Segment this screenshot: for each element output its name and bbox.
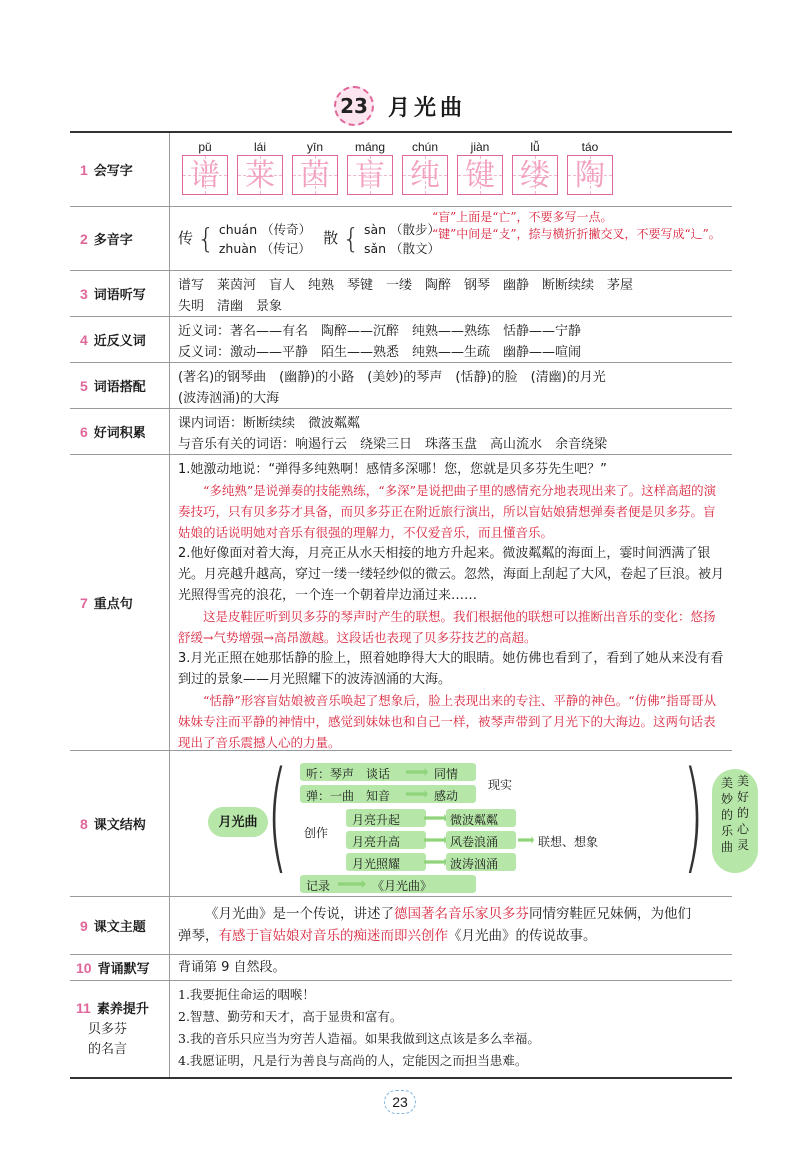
- char-item: chún 纯: [402, 139, 448, 195]
- char-item: pǔ 谱: [182, 139, 228, 195]
- char-item: táo 陶: [567, 139, 613, 195]
- char-list: [178, 139, 724, 195]
- row-key-sentences: 7 重点句 1.她激动地说：“弹得多纯熟啊！感情多深哪！您，您就是贝多芬先生吧？” “多纯熟”是说弹奏的技能熟练，“多深”是说把曲子里的感情充分地表现出来了。这样高超的演奏技巧，只有贝多芬才具备，而贝多芬正在附近旅行演出，所以盲姑娘猜想弹奏者便是贝多芬。盲姑娘的话说明她对音乐有很强的理解力，不仅爱音乐，而且懂音乐。 2.他好像面对着大海，月亮正从水天相接的地方升起来。微波粼粼的海面上，霎时间洒满了银光。月亮越升越高，穿过一缕一缕轻纱似的微云。忽然，海面上刮起了大风，卷起了巨浪。被月光照得雪亮的浪花，一个连一个朝着岸边涌过来…… 这是皮鞋匠听到贝多芬的琴声时产生的联想。我们根据他的联想可以推断出音乐的变化：悠扬舒缓→气势增强→高昂激越。这段话也表现了贝多芬技艺的高超。 3.月光正照在她那恬静的脸上，照着她睁得大大的眼睛。她仿佛也看到了，看到了她从来没有看到过的景象——月光照耀下的波涛汹涌的大海。 “恬静”形容盲姑娘被音乐唤起了想象后，脸上表现出来的专注、平静的神色。“仿佛”指哥哥从妹妹专注而平静的神情中，感觉到妹妹也和自己一样，被琴声带到了月光下的大海边。这两句话表现出了音乐震撼人心的力量。: [70, 455, 732, 751]
- row-quotes: 11 素养提升 贝多芬 的名言 1.我要扼住命运的咽喉！ 2.智慧、勤劳和天才，高于显贵和富有。 3.我的音乐只应当为穷苦人造福。如果我做到这点该是多么幸福。 4.我愿证明，凡是行为善良与高尚的人，定能因之而担当患难。: [70, 981, 732, 1077]
- writing-tip: “盲”上面是“亡”，不要多写一点。 “键”中间是“攴”，捺与横折折撇交叉，不要写成“辶”。: [432, 210, 721, 241]
- row-structure: 8 课文结构 月光曲 ( 听：琴声 谈话 同情 弹：一曲 知音 感动 现实 创作 月亮升起 微波粼粼 月亮升高 风卷浪涌 月光照耀 波涛汹涌 联想、想象 记录 《月光曲》 ) 美妙的乐曲 美好的心灵: [70, 751, 732, 897]
- char-item: lái 莱: [237, 139, 283, 195]
- char-item: lǚ 缕: [512, 139, 558, 195]
- quote-2: 2.智慧、勤劳和天才，高于显贵和富有。: [178, 1009, 403, 1024]
- row-write-chars: 1 会写字 pǔ 谱 lái 莱 yīn 茵 máng 盲 chún 纯 jiàn 键 lǚ 缕 táo 陶: [70, 133, 732, 207]
- polyphone-chuan: 传 { chuán （传奇） zhuàn （传记）: [178, 221, 312, 256]
- char-item: jiàn 键: [457, 139, 503, 195]
- quote-1: 1.我要扼住命运的咽喉！: [178, 987, 315, 1002]
- row-dictation: 3 词语听写 谱写 莱茵河 盲人 纯熟 琴键 一缕 陶醉 钢琴 幽静 断断续续 茅屋 失明 清幽 景象: [70, 271, 732, 317]
- sentence-3: 3.月光正照在她那恬静的脸上，照着她睁得大大的眼睛。她仿佛也看到了，看到了她从来没有看到过的景象——月光照耀下的波涛汹涌的大海。: [178, 651, 724, 687]
- char-item: máng 盲: [347, 139, 393, 195]
- row-synonyms: 4 近反义词 近义词：著名——有名 陶醉——沉醉 纯熟——熟练 恬静——宁静 反义词：激动——平静 陌生——熟悉 纯熟——生疏 幽静——喧闹: [70, 317, 732, 363]
- study-table: [70, 131, 749, 1079]
- lesson-number: 23: [334, 86, 374, 126]
- char-item: yīn 茵: [292, 139, 338, 195]
- lesson-header: [0, 86, 800, 126]
- row-recite: 10 背诵默写 背诵第 9 自然段。: [70, 955, 732, 981]
- row-theme: 9 课文主题 《月光曲》是一个传说，讲述了德国著名音乐家贝多芬同情穷鞋匠兄妹俩，为他们 弹琴，有感于盲姑娘对音乐的痴迷而即兴创作《月光曲》的传说故事。: [70, 897, 732, 955]
- lesson-title: 月光曲: [387, 95, 466, 121]
- quote-4: 4.我愿证明，凡是行为善良与高尚的人，定能因之而担当患难。: [178, 1053, 528, 1068]
- polyphone-san: 散 { sàn （散步） sǎn （散文）: [323, 221, 441, 256]
- theme-oval: 美妙的乐曲 美好的心灵: [712, 769, 758, 873]
- sentence-3-note: “恬静”形容盲姑娘被音乐唤起了想象后，脸上表现出来的专注、平静的神色。“仿佛”指哥哥从妹妹专注而平静的神情中，感觉到妹妹也和自己一样，被琴声带到了月光下的大海边。这两句话表现出了音乐震撼人心的力量。: [178, 693, 717, 750]
- row-polyphone: 2 多音字 传 { chuán （传奇） zhuàn （传记） 散 { sàn （散步） sǎn （散文） “盲”上面是“亡”，不要多写一点。 “键”中间是“攴”，捺与横折折撇交叉，不要写成“辶”。: [70, 207, 732, 271]
- page-number: 23: [384, 1090, 416, 1114]
- row-collocation: 5 词语搭配 (著名)的钢琴曲 (幽静)的小路 (美妙)的琴声 (恬静)的脸 (清幽)的月光 (波涛汹涌)的大海: [70, 363, 732, 409]
- structure-diagram: 月光曲 ( 听：琴声 谈话 同情 弹：一曲 知音 感动 现实 创作 月亮升起 微波粼粼 月亮升高 风卷浪涌 月光照耀 波涛汹涌 联想、想象 记录 《月光曲》 ) 美妙的乐曲 美好的心灵: [170, 753, 732, 893]
- quote-3: 3.我的音乐只应当为穷苦人造福。如果我做到这点该是多么幸福。: [178, 1031, 540, 1046]
- sentence-2: 2.他好像面对着大海，月亮正从水天相接的地方升起来。微波粼粼的海面上，霎时间洒满了银光。月亮越升越高，穿过一缕一缕轻纱似的微云。忽然，海面上刮起了大风，卷起了巨浪。被月光照得雪亮的浪花，一个连一个朝着岸边涌过来……: [178, 546, 725, 603]
- sentence-2-note: 这是皮鞋匠听到贝多芬的琴声时产生的联想。我们根据他的联想可以推断出音乐的变化：悠扬舒缓→气势增强→高昂激越。这段话也表现了贝多芬技艺的高超。: [178, 609, 716, 645]
- diagram-center: 月光曲: [208, 807, 268, 837]
- sentence-1: 1.她激动地说：“弹得多纯熟啊！感情多深哪！您，您就是贝多芬先生吧？”: [178, 462, 607, 477]
- row-good-words: 6 好词积累 课内词语：断断续续 微波粼粼 与音乐有关的词语：响遏行云 绕梁三日 珠落玉盘 高山流水 余音绕梁: [70, 409, 732, 455]
- sentence-1-note: “多纯熟”是说弹奏的技能熟练，“多深”是说把曲子里的感情充分地表现出来了。这样高超的演奏技巧，只有贝多芬才具备，而贝多芬正在附近旅行演出，所以盲姑娘猜想弹奏者便是贝多芬。盲姑娘的话说明她对音乐有很强的理解力，不仅爱音乐，而且懂音乐。: [178, 483, 717, 540]
